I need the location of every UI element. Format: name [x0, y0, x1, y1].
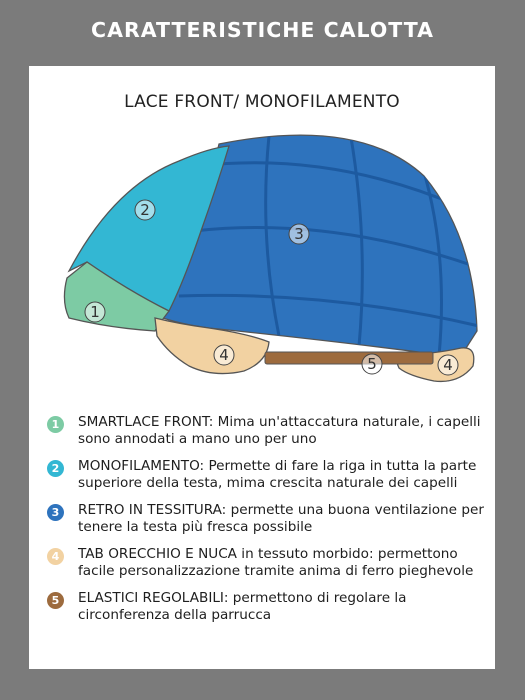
- legend-item: [47, 414, 487, 448]
- cap-diagram: [29, 66, 495, 406]
- legend-number-badge: 5: [47, 592, 64, 609]
- legend-text: SMARTLACE FRONT: Mima un'attaccatura naturale, i capelli sono annodati a mano uno per uno: [78, 414, 481, 447]
- legend-text: MONOFILAMENTO: Permette di fare la riga in tutta la parte superiore della testa, mima crescita naturale dei capelli: [78, 458, 477, 491]
- svg-text:4: 4: [219, 346, 229, 364]
- svg-text:3: 3: [294, 225, 304, 243]
- marker-5: [362, 354, 382, 374]
- legend-text: RETRO IN TESSITURA: permette una buona ventilazione per tenere la testa più fresca possibile: [78, 502, 484, 535]
- legend-number-badge: 3: [47, 504, 64, 521]
- legend-number-badge: 1: [47, 416, 64, 433]
- page-title: CARATTERISTICHE CALOTTA: [91, 18, 434, 42]
- legend-number-badge: 2: [47, 460, 64, 477]
- legend-item: [47, 590, 487, 624]
- legend-number-badge: 4: [47, 548, 64, 565]
- marker-4-nape: [438, 355, 458, 375]
- svg-text:2: 2: [140, 201, 150, 219]
- marker-3: [289, 224, 309, 244]
- marker-4-ear: [214, 345, 234, 365]
- cap-zone-5-elastic: [265, 352, 433, 364]
- legend-text: ELASTICI REGOLABILI: permettono di regolare la circonferenza della parrucca: [78, 590, 407, 623]
- svg-text:4: 4: [443, 356, 453, 374]
- legend-item: [47, 502, 487, 536]
- legend-item: [47, 546, 487, 580]
- legend-list: [47, 414, 487, 634]
- svg-text:1: 1: [90, 303, 100, 321]
- legend-item: [47, 458, 487, 492]
- marker-2: [135, 200, 155, 220]
- marker-1: [85, 302, 105, 322]
- cap-type-title: LACE FRONT/ MONOFILAMENTO: [124, 92, 400, 112]
- cap-info-card: [29, 66, 495, 669]
- svg-text:5: 5: [367, 355, 377, 373]
- legend-text: TAB ORECCHIO E NUCA in tessuto morbido: permettono facile personalizzazione tramite anima di ferro pieghevole: [78, 546, 474, 579]
